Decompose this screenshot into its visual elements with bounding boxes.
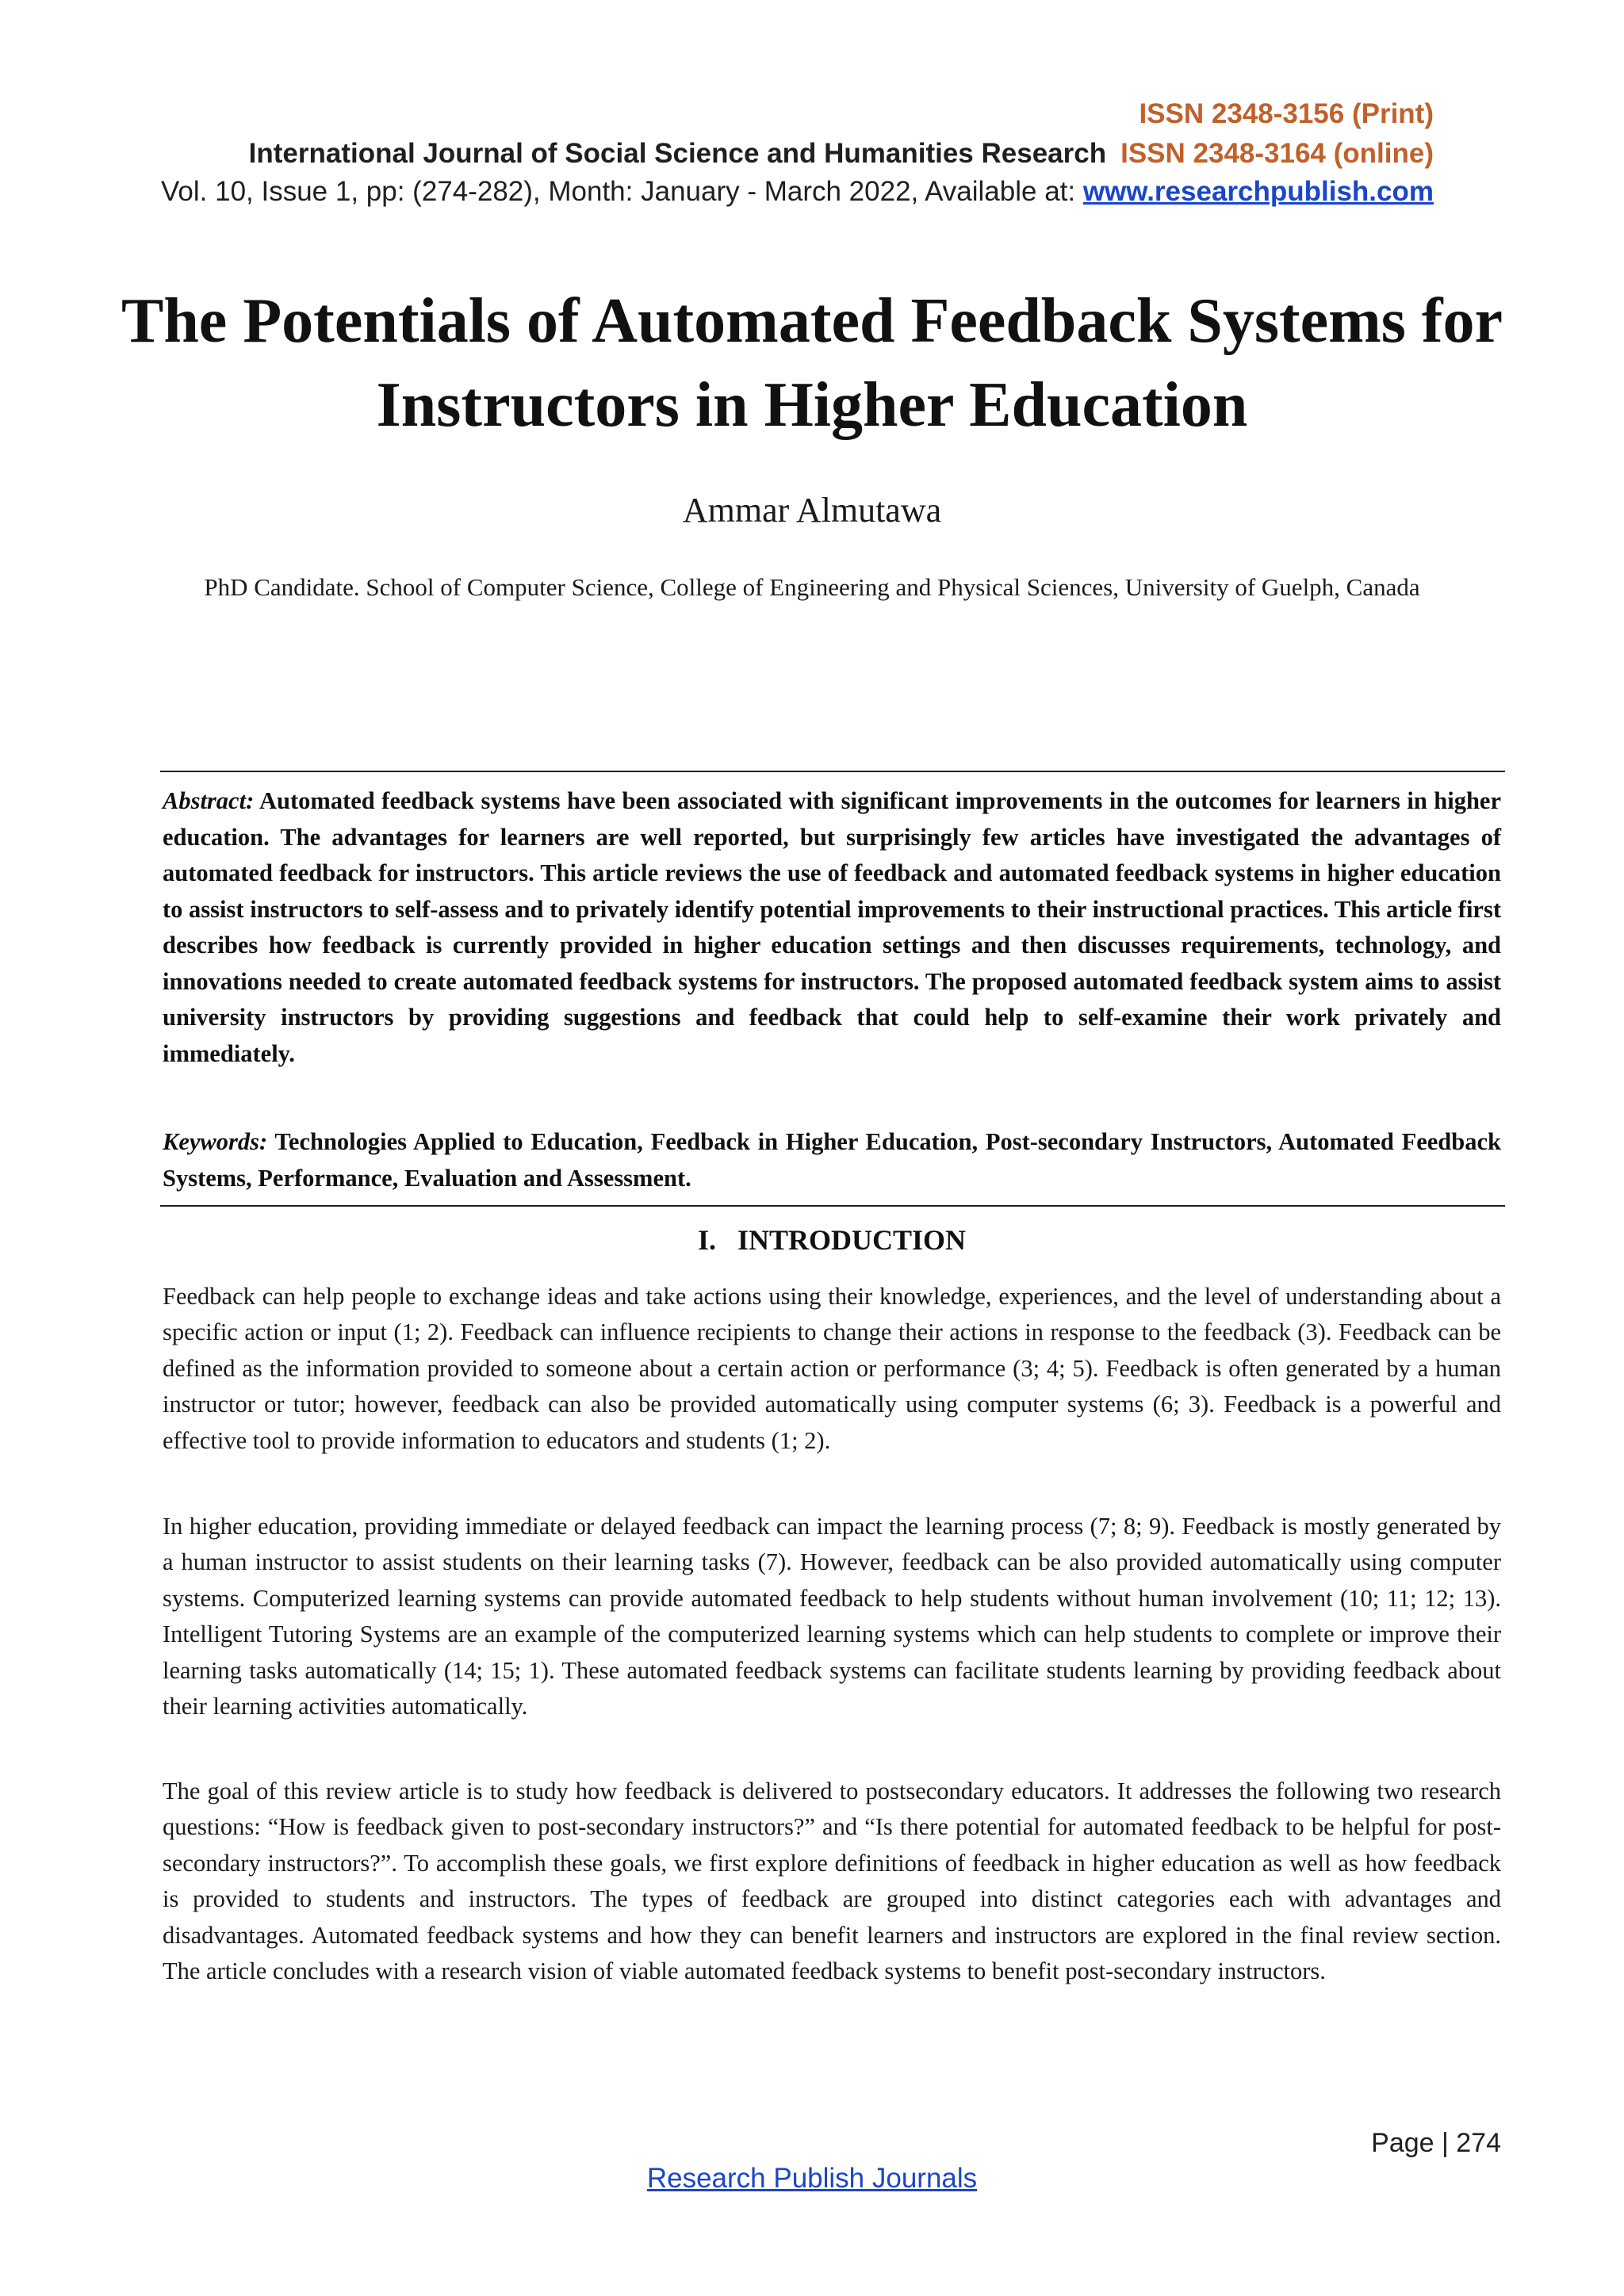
- website-link[interactable]: www.researchpublish.com: [1082, 176, 1434, 207]
- intro-paragraph-3: The goal of this review article is to study how feedback is delivered to postsecondary educators. It addresses the following two research questions: “How is feedback given to post-secondary instructors?” and “Is there potential for automated feedback to be helpful for post-secondary instructors?”. To accomplish these goals, we first explore definitions of feedback in higher education as well as how feedback is provided to students and instructors. The types of feedback are grouped into distinct categories each with advantages and disadvantages. Automated feedback systems and how they can benefit learners and instructors are explored in the final review section. The article concludes with a research vision of viable automated feedback systems to benefit post-secondary instructors.: [163, 1777, 1501, 1985]
- publisher-link[interactable]: Research Publish Journals: [646, 2163, 978, 2194]
- issn-online: ISSN 2348-3164 (online): [1120, 138, 1434, 169]
- abstract-text: Automated feedback systems have been associated with significant improvements in the outcomes for learners in higher education. The advantages for learners are well reported, but surprisingly few articles have investigated the advantages of automated feedback for instructors. This article reviews the use of feedback and automated feedback systems in higher education to assist instructors to self-assess and to privately identify potential improvements to their instructional practices. This article first describes how feedback is currently provided in higher education settings and then discusses requirements, technology, and innovations needed to create automated feedback systems for instructors. The proposed automated feedback system aims to assist university instructors by providing suggestions and feedback that could help to self-examine their work privately and immediately.: [163, 787, 1501, 1067]
- bottom-divider: [160, 1205, 1505, 1207]
- top-divider: [160, 771, 1505, 772]
- volume-info: Vol. 10, Issue 1, pp: (274-282), Month: January - March 2022, Available at:: [161, 176, 1083, 207]
- section-heading: I. INTRODUCTION: [697, 1224, 967, 1256]
- abstract: [163, 783, 1501, 1072]
- author-affiliation: PhD Candidate. School of Computer Science, College of Engineering and Physical Sciences, University of Guelph, Canada: [204, 573, 1420, 601]
- journal-name: International Journal of Social Science and Humanities Research: [248, 138, 1107, 169]
- abstract-label: Abstract:: [163, 787, 255, 814]
- keywords-text: Technologies Applied to Education, Feedback in Higher Education, Post-secondary Instructors, Automated Feedback Systems, Performance, Evaluation and Assessment.: [163, 1128, 1501, 1192]
- intro-paragraph-2: In higher education, providing immediate or delayed feedback can impact the learning process (7; 8; 9). Feedback is mostly generated by a human instructor to assist students on their learning tasks (7). However, feedback can be also provided automatically using computer systems. Computerized learning systems can provide automated feedback to help students without human involvement (10; 11; 12; 13). Intelligent Tutoring Systems are an example of the computerized learning systems which can help students to complete or improve their learning tasks automatically (14; 15; 1). These automated feedback systems can facilitate students learning by providing feedback about their learning activities automatically.: [163, 1513, 1501, 1720]
- volume-line: [0, 176, 1434, 208]
- author-name: Ammar Almutawa: [682, 491, 942, 530]
- keywords: [163, 1124, 1501, 1196]
- keywords-label: Keywords:: [163, 1128, 268, 1155]
- page-number: Page | 274: [1371, 2128, 1501, 2158]
- issn-print: ISSN 2348-3156 (Print): [1139, 98, 1434, 129]
- journal-header-line: [0, 138, 1434, 170]
- article-title: The Potentials of Automated Feedback Systems for Instructors in Higher Education: [121, 286, 1503, 440]
- intro-paragraph-1: Feedback can help people to exchange ideas and take actions using their knowledge, experiences, and the level of understanding about a specific action or input (1; 2). Feedback can influence recipients to change their actions in response to the feedback (3). Feedback can be defined as the information provided to someone about a certain action or performance (3; 4; 5). Feedback is often generated by a human instructor or tutor; however, feedback can also be provided automatically using computer systems (6; 3). Feedback is a powerful and effective tool to provide information to educators and students (1; 2).: [163, 1283, 1501, 1454]
